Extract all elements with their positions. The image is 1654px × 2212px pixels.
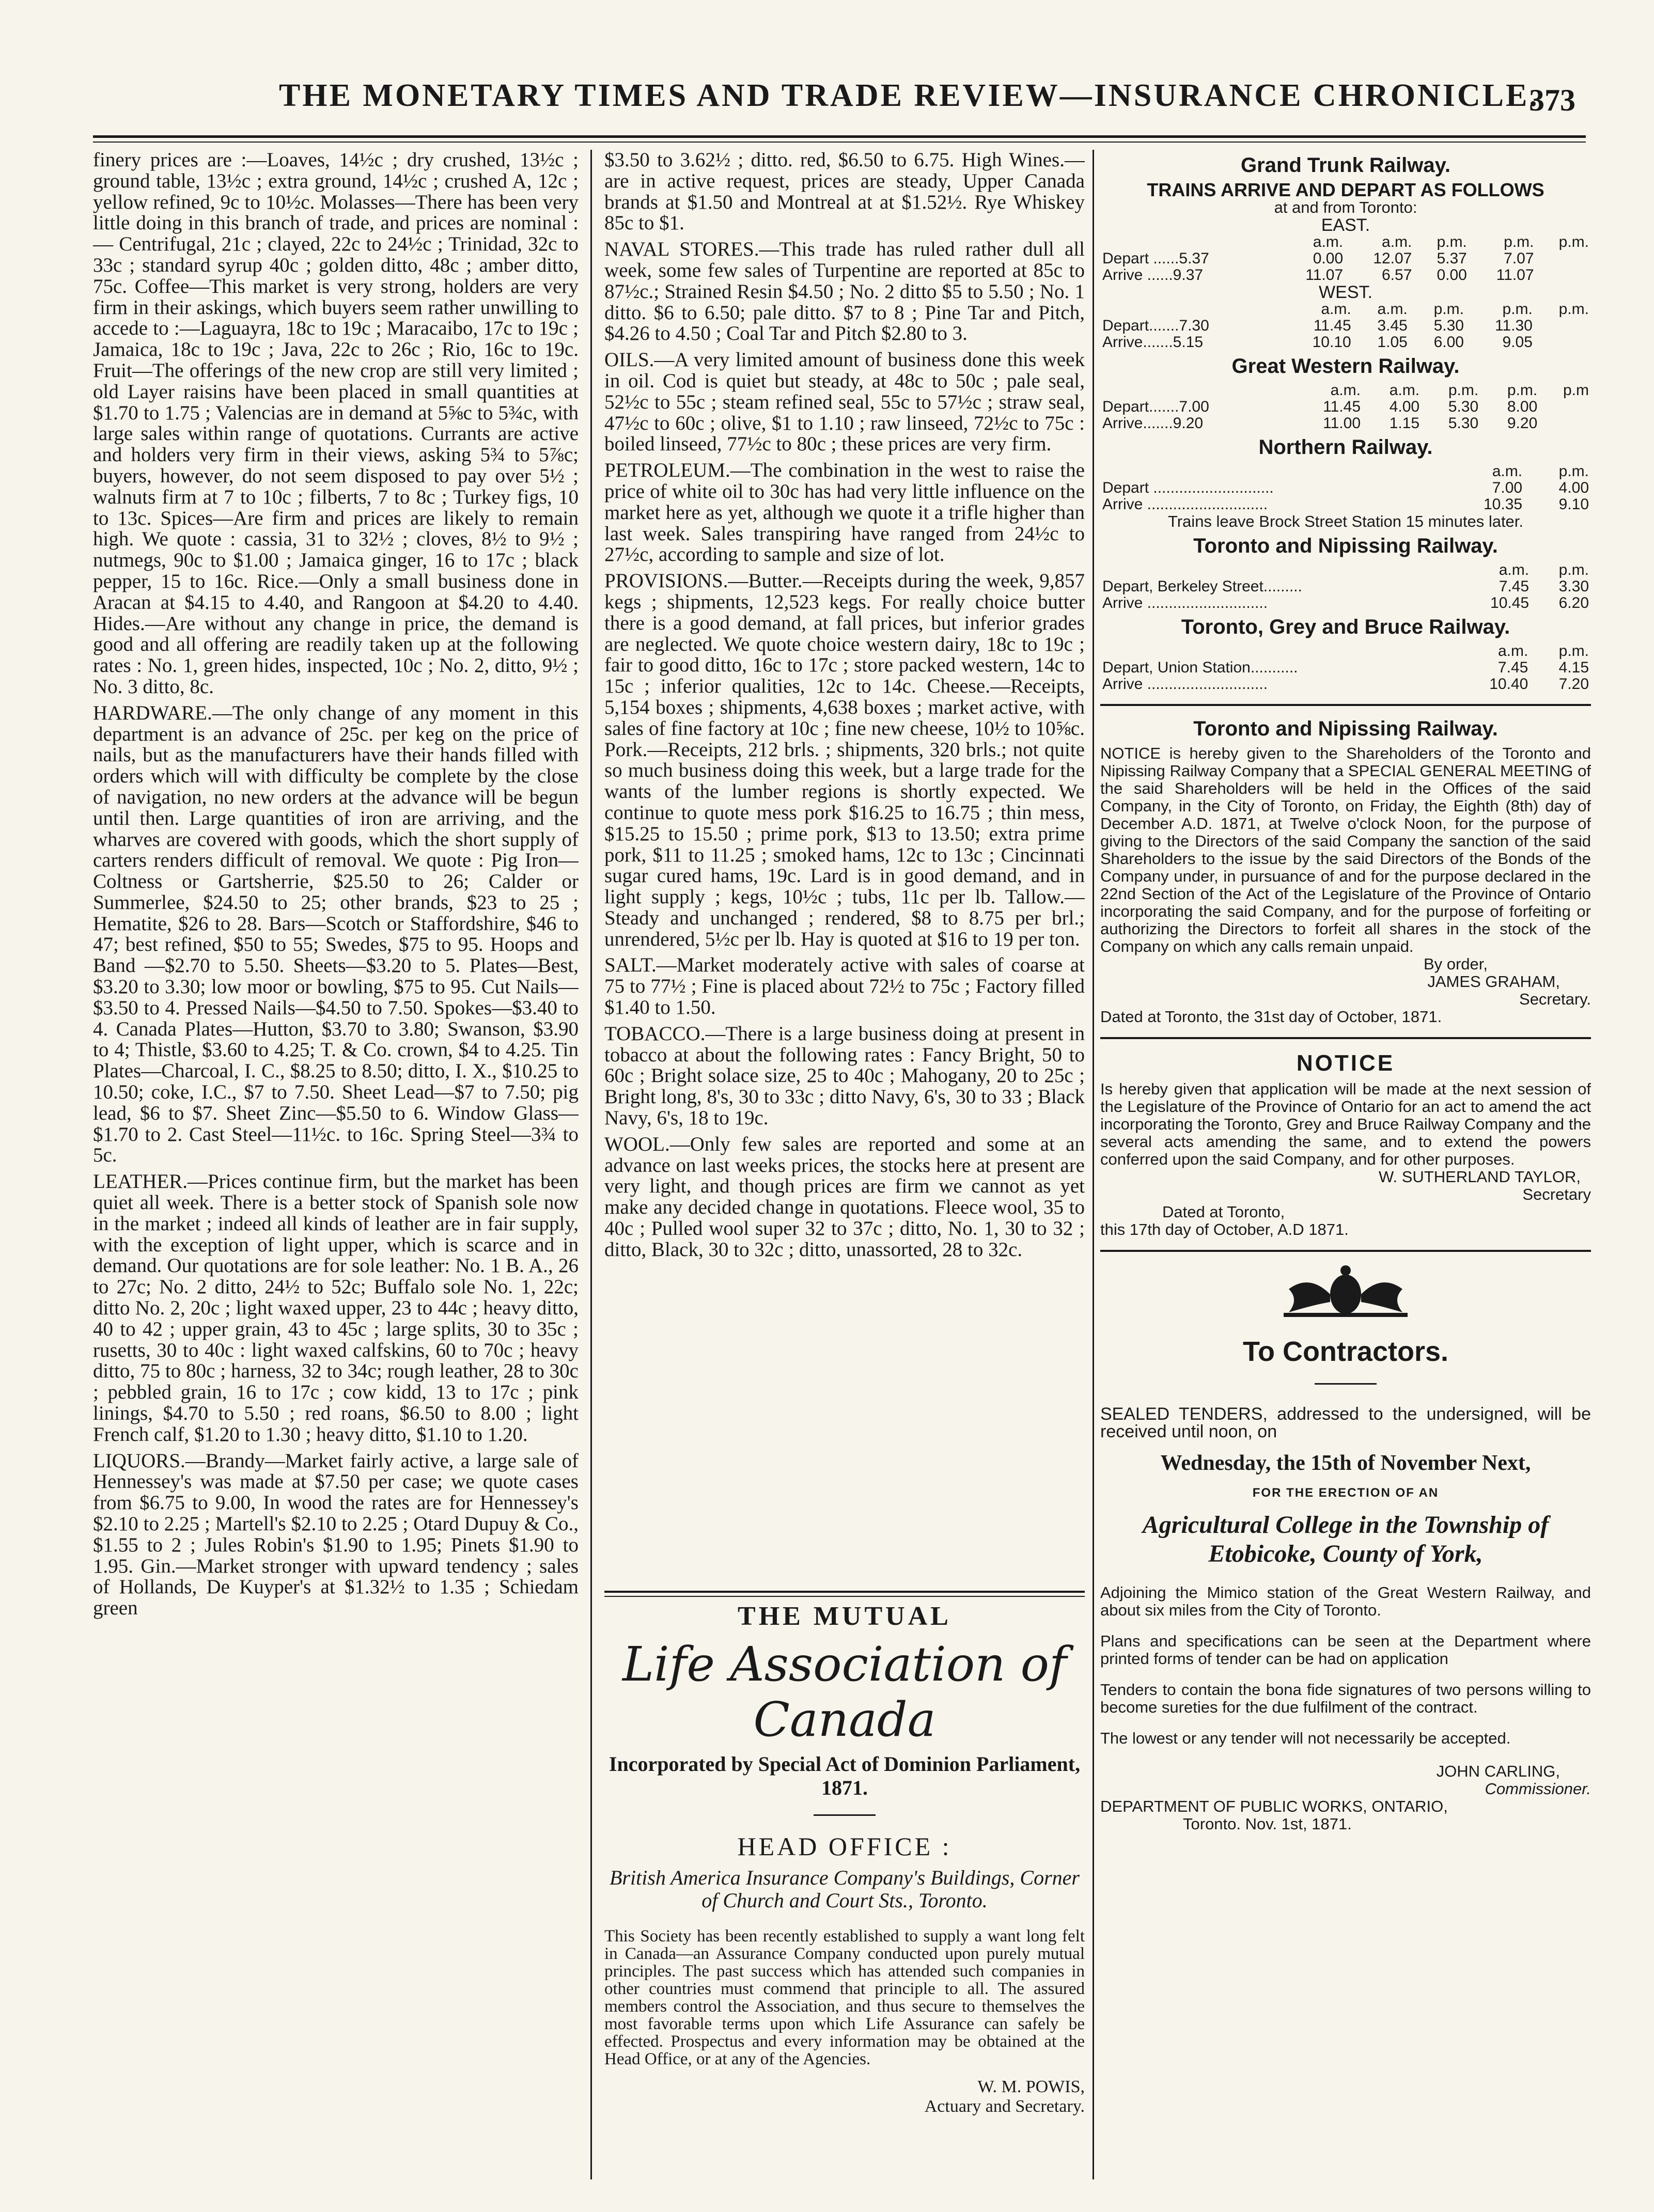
- contractors-p3: Tenders to contain the bona fide signatures of two persons willing to become sureties for the due fulfilment of the contract.: [1100, 1681, 1591, 1716]
- advert-rule-top-thin: [604, 1596, 1085, 1597]
- nipissing-timetable: [1100, 562, 1591, 611]
- east-label: EAST.: [1321, 215, 1370, 235]
- timetable-cell: 9.05: [1502, 334, 1533, 351]
- timetable-cell: Depart.......7.30: [1102, 317, 1209, 334]
- contractors-signer-title: Commissioner.: [1485, 1780, 1591, 1798]
- contractors-p2: Plans and specifications can be seen at the Department where printed forms of tender can be had on application: [1100, 1632, 1591, 1668]
- timetable-cell: [1100, 463, 1441, 480]
- timetable-row: [1100, 496, 1591, 513]
- timetable-head-row: [1100, 234, 1591, 250]
- timetable-cell: 10.45: [1490, 594, 1530, 611]
- timetable-row: [1100, 334, 1591, 351]
- west-label: WEST.: [1319, 283, 1372, 302]
- advert-body: This Society has been recently established to supply a want long felt in Canada—an Assurance Company conducted upon purely mutual principles. The past success which has attended such companies in other countries must commend that principle to all. The assured members control the Association, and thus secure to themselves the most favorable terms upon which Life Assurance can safely be effected. Prospectus and every information may be obtained at the Head Office, or at any of the Agencies.: [604, 1927, 1085, 2068]
- timetable-cell: Depart ............................: [1102, 479, 1274, 496]
- timetable-cell: Arrive ............................: [1102, 594, 1268, 611]
- timetable-row: [1100, 660, 1591, 676]
- timetable-cell: 12.07: [1373, 250, 1412, 267]
- timetable-cell: p.m.: [1507, 382, 1538, 399]
- west-timetable: [1100, 301, 1591, 351]
- nipissing-notice-body: NOTICE is hereby given to the Shareholders of the Toronto and Nipissing Railway Company that a SPECIAL GENERAL MEETING of the said Shareholders will be held in the Offices of the said Company, in the City of Toronto, on Friday, the Eighth (8th) day of December A.D. 1871, at Twelve o'clock Noon, for the purpose of giving to the Directors of the said Company the sanction of the said Shareholders to the issue by the said Directors of the Bonds of the Company under, in pursuance of and for the purpose declared in the 22nd Section of the Act of the Legislature of the Province of Ontario incorporating the said Company, and for the purpose of forfeiting or authorizing the Directors to forfeit all shares in the stock of the Company on which any calls remain unpaid.: [1100, 744, 1591, 955]
- advert-signer: W. M. POWIS,: [977, 2077, 1085, 2096]
- hardware-paragraph: HARDWARE.—The only change of any moment in this department is an advance of 25c. per keg on the price of nails, but as the manufacturers have their hands filled with orders which will with difficulty be complete by the close of navigation, no new orders at the advance will be begun until then. Large quantities of iron are arriving, and the wharves are covered with goods, which the short supply of carters renders difficult of removal. We quote : Pig Iron—Coltness or Gartsherrie, $25.50 to 26; Calder or Summerlee, $24.50 to 25; other brands, $23 to 25 ; Hematite, $26 to 28. Bars—Scotch or Staffordshire, $46 to 47; best refined, $50 to 55; Swedes, $75 to 95. Hoops and Band —$2.70 to 5.50. Sheets—$3.20 to 5. Plates—Best, $3.20 to 3.30; low moor or bowling, $75 to 95. Cut Nails—$3.50 to 4. Pressed Nails—$4.50 to 7.50. Spokes—$3.40 to 4. Canada Plates—Hutton, $3.70 to 3.80; Swanson, $3.90 to 4; Thistle, $3.60 to 4.25; T. & Co. crown, $4 to 4.25. Tin Plates—Charcoal, I. C., $8.25 to 8.50; ditto, I. X., $10.25 to 10.50; coke, I.C., $7 to 7.50. Sheet Lead—$7 to 7.50; pig lead, $6 to $7. Sheet Zinc—$5.50 to 6. Window Glass—$1.70 to 2. Cast Steel—11½c. to 16c. Spring Steel—3¾ to 5c.: [93, 701, 579, 1167]
- timetable-cell: a.m.: [1321, 301, 1351, 318]
- naval-stores-paragraph: NAVAL STORES.—This trade has ruled rather dull all week, some few sales of Turpentine are reported at 85c to 87½c.; Strained Resin $4.50 ; No. 2 ditto $5 to 5.50 ; No. 1 ditto. $6 to 6.50; pale ditto. $7 to 8 ; Pine Tar and Pitch, $4.26 to 4.50 ; Coal Tar and Pitch $2.80 to 3.: [604, 238, 1085, 345]
- timetable-cell: 9.10: [1558, 496, 1589, 513]
- timetable-row: [1100, 676, 1591, 693]
- timetable-row: [1100, 267, 1591, 284]
- timetable-cell: 5.30: [1433, 317, 1464, 334]
- timetable-cell: p.m: [1563, 382, 1589, 399]
- publication-title: THE MONETARY TIMES AND TRADE REVIEW—INSURANCE CHRONICLE.: [279, 78, 1539, 113]
- northern-timetable: [1100, 463, 1591, 513]
- timetable-cell: p.m.: [1558, 463, 1589, 480]
- page-number: 373: [1529, 83, 1575, 117]
- timetable-head-row: [1100, 382, 1591, 399]
- timetable-row: [1100, 578, 1591, 595]
- timetable-cell: [1100, 234, 1278, 250]
- timetable-cell: 10.35: [1483, 496, 1523, 513]
- timetable-cell: 4.15: [1558, 659, 1589, 676]
- rail-subtitle: TRAINS ARRIVE AND DEPART AS FOLLOWS: [1147, 179, 1544, 200]
- notice-dated-1: Dated at Toronto,: [1162, 1203, 1285, 1221]
- tobacco-paragraph: TOBACCO.—There is a large business doing at present in tobacco at about the following rates : Fancy Bright, 50 to 60c ; Bright solace size, 25 to 40c ; Mahogany, 20 to 25c ; Bright long, 8's, 30 to 33c ; ditto Navy, 6's, 30 to 33 ; Black Navy, 6's, 18 to 19c.: [604, 1022, 1085, 1129]
- liquors-paragraph: LIQUORS.—Brandy—Market fairly active, a large sale of Hennessey's was made at $7.50 per case; we quote cases from $6.75 to 9.00, In wood the rates are for Hennessey's $2.10 to 2.25 ; Martell's $2.10 to 2.25 ; Otard Dupuy & Co., $1.55 to 2 ; Jules Robin's $1.90 to 1.95; Pinets $1.90 to 1.95. Gin.—Market stronger with upward tendency ; sales of Hollands, De Kuyper's at $1.32½ to 1.35 ; Schiedam green: [93, 1449, 579, 1620]
- great-western-timetable: [1100, 382, 1591, 432]
- contractors-dept: DEPARTMENT OF PUBLIC WORKS, ONTARIO,: [1100, 1797, 1448, 1815]
- timetable-cell: 3.45: [1377, 317, 1408, 334]
- timetable-cell: 6.20: [1558, 594, 1589, 611]
- timetable-cell: 7.07: [1504, 250, 1534, 267]
- timetable-cell: Arrive.......9.20: [1102, 415, 1204, 432]
- east-timetable: [1100, 234, 1591, 284]
- timetable-cell: 11.07: [1496, 266, 1534, 284]
- timetable-cell: 10.10: [1312, 334, 1351, 351]
- timetable-cell: 0.00: [1437, 266, 1467, 284]
- timetable-cell: 3.30: [1558, 578, 1589, 595]
- timetable-cell: 7.45: [1497, 659, 1528, 676]
- nipissing-by-order: By order,: [1423, 955, 1488, 973]
- contractors-date: Wednesday, the 15th of November Next,: [1160, 1451, 1531, 1475]
- timetable-cell: 4.00: [1389, 398, 1420, 415]
- timetable-cell: 5.37: [1437, 250, 1467, 267]
- timetable-row: [1100, 318, 1591, 334]
- advert-head-office: HEAD OFFICE :: [737, 1832, 952, 1861]
- advert-divider: [814, 1814, 876, 1816]
- contractors-dept-date: Toronto. Nov. 1st, 1871.: [1183, 1815, 1352, 1833]
- advert-rule-top: [604, 1591, 1085, 1593]
- timetable-cell: 11.45: [1323, 398, 1361, 415]
- timetable-row: [1100, 595, 1591, 611]
- timetable-cell: p.m.: [1433, 301, 1464, 318]
- timetable-cell: 4.00: [1558, 479, 1589, 496]
- grand-trunk-title: Grand Trunk Railway.: [1240, 154, 1451, 177]
- timetable-head-row: [1100, 643, 1591, 660]
- advert-script-title: Life Association of Canada: [622, 1637, 1067, 1747]
- timetable-cell: 0.00: [1313, 250, 1344, 267]
- column-divider-1: [590, 150, 592, 2179]
- nipissing-signer: JAMES GRAHAM,: [1427, 972, 1560, 991]
- timetable-cell: 11.30: [1495, 317, 1533, 334]
- rail-subtitle-2: at and from Toronto:: [1274, 198, 1417, 216]
- timetable-head-row: [1100, 562, 1591, 578]
- timetable-cell: p.m.: [1502, 301, 1533, 318]
- contractors-p4: The lowest or any tender will not necessarily be accepted.: [1100, 1729, 1511, 1747]
- advert-heading: THE MUTUAL: [738, 1602, 951, 1631]
- contractors-p1: Adjoining the Mimico station of the Great Western Railway, and about six miles from the City of Toronto.: [1100, 1583, 1591, 1619]
- timetable-cell: 10.40: [1489, 676, 1528, 693]
- oils-paragraph: OILS.—A very limited amount of business done this week in oil. Cod is quiet but steady, at 48c to 50c ; pale seal, 52½c to 55c ; steam refined seal, 55c to 57½c ; straw seal, 47½c to 60c ; olive, $1 to 1.10 ; raw linseed, 72½c to 75c : boiled linseed, 77½c to 80c ; these prices are very firm.: [604, 349, 1085, 456]
- timetable-cell: 7.20: [1558, 676, 1589, 693]
- timetable-row: [1100, 250, 1591, 267]
- timetable-cell: 5.30: [1448, 415, 1479, 432]
- section-separator: [1100, 704, 1591, 706]
- petroleum-paragraph: PETROLEUM.—The combination in the west to raise the price of white oil to 30c has had very little influence on the market here as yet, although we quote it a trifle higher than last week. Sales transpiring have ranged from 24½c to 27½c, according to sample and size of lot.: [604, 459, 1085, 566]
- timetable-cell: [1100, 382, 1291, 399]
- timetable-cell: Arrive ............................: [1102, 496, 1268, 513]
- timetable-cell: Arrive.......5.15: [1102, 334, 1204, 351]
- nipissing-rail-title: Toronto and Nipissing Railway.: [1193, 535, 1498, 557]
- notice-signer: W. SUTHERLAND TAYLOR,: [1378, 1168, 1581, 1186]
- great-western-title: Great Western Railway.: [1231, 355, 1460, 378]
- contractors-title: To Contractors.: [1242, 1336, 1448, 1367]
- timetable-cell: a.m.: [1497, 642, 1528, 660]
- contractors-for-line: FOR THE ERECTION OF AN: [1252, 1486, 1439, 1500]
- timetable-head-row: [1100, 463, 1591, 480]
- timetable-cell: a.m.: [1377, 301, 1408, 318]
- contractors-sealed: SEALED TENDERS, addressed to the undersigned, will be received until noon, on: [1100, 1404, 1591, 1441]
- timetable-cell: p.m.: [1558, 233, 1589, 250]
- timetable-cell: [1100, 562, 1456, 578]
- timetable-cell: a.m.: [1382, 233, 1412, 250]
- timetable-cell: p.m.: [1437, 233, 1467, 250]
- contractors-divider: [1315, 1383, 1377, 1385]
- timetable-row: [1100, 415, 1591, 432]
- section-separator-3: [1100, 1250, 1591, 1252]
- timetable-cell: p.m.: [1448, 382, 1479, 399]
- market-report-column-2: [604, 150, 1085, 1632]
- timetable-cell: p.m.: [1504, 233, 1534, 250]
- advert-address: British America Insurance Company's Buildings, Corner of Church and Court Sts., Toronto.: [610, 1866, 1080, 1912]
- timetable-cell: a.m.: [1330, 382, 1361, 399]
- timetable-cell: 7.45: [1499, 578, 1530, 595]
- timetable-cell: 11.00: [1323, 415, 1361, 432]
- timetable-cell: Arrive ............................: [1102, 676, 1268, 693]
- contractors-signer: JOHN CARLING,: [1436, 1762, 1560, 1780]
- grey-bruce-timetable: [1100, 643, 1591, 693]
- mutual-life-advert: [604, 1601, 1085, 2169]
- timetable-cell: Depart, Berkeley Street.........: [1102, 578, 1302, 595]
- column-divider-2: [1093, 150, 1094, 2179]
- timetable-row: [1100, 399, 1591, 415]
- timetable-cell: 9.20: [1507, 415, 1538, 432]
- timetable-cell: 6.00: [1433, 334, 1464, 351]
- timetable-cell: a.m.: [1313, 233, 1344, 250]
- timetable-cell: p.m.: [1558, 642, 1589, 660]
- advert-signer-title: Actuary and Secretary.: [924, 2097, 1085, 2116]
- market-report-column-1: [93, 150, 579, 2185]
- salt-paragraph: SALT.—Market moderately active with sales of coarse at 75 to 77½ ; Fine is placed about 72½ to 75c ; Factory filled $1.40 to 1.50.: [604, 954, 1085, 1019]
- timetable-cell: 1.05: [1377, 334, 1408, 351]
- notices-column: [1100, 150, 1591, 2179]
- timetable-cell: 6.57: [1381, 266, 1412, 284]
- timetable-cell: 1.15: [1389, 415, 1420, 432]
- timetable-head-row: [1100, 301, 1591, 318]
- timetable-cell: 7.00: [1492, 479, 1523, 496]
- notice-title: NOTICE: [1296, 1050, 1395, 1076]
- timetable-cell: Depart ......5.37: [1102, 250, 1209, 267]
- timetable-cell: [1100, 643, 1454, 660]
- timetable-row: [1100, 480, 1591, 496]
- notice-body: Is hereby given that application will be made at the next session of the Legislature of the Province of Ontario for an act to amend the act incorporating the Toronto, Grey and Bruce Railway Company and the several acts amending the same, and to extend the powers conferred upon the said Company, and for other purposes.: [1100, 1080, 1591, 1168]
- timetable-cell: 11.45: [1313, 317, 1351, 334]
- wool-paragraph: WOOL.—Only few sales are reported and some at an advance on last weeks prices, the stocks here at present are very light, and though prices are firm we cannot as yet make any decided change in quotations. Fleece wool, 35 to 40c ; Pulled wool super 32 to 37c ; ditto, No. 1, 30 to 32 ; ditto, Black, 30 to 32c ; ditto, unassorted, 28 to 32c.: [604, 1133, 1085, 1261]
- contractors-college: Agricultural College in the Township of Etobicoke, County of York,: [1142, 1511, 1549, 1567]
- header-rule-thin: [93, 142, 1586, 143]
- nipissing-dated: Dated at Toronto, the 31st day of October, 1871.: [1100, 1008, 1442, 1026]
- page-header: [83, 67, 1591, 119]
- timetable-cell: Depart.......7.00: [1102, 398, 1209, 415]
- provisions-paragraph: PROVISIONS.—Butter.—Receipts during the week, 9,857 kegs ; shipments, 12,523 kegs. For really choice butter there is a good demand, at fall prices, but inferior grades are neglected. We quote choice western dairy, 18c to 19c ; fair to good ditto, 16c to 17c ; store packed western, 14c to 15c ; inferior qualities, 12c to 14c. Cheese.—Receipts, 5,154 boxes ; shipments, 4,638 boxes ; market active, with sales of fine factory at 10c ; fine new cheese, 10½ to 10⅝c. Pork.—Receipts, 212 brls. ; shipments, 320 brls.; not quite so much business doing this week, but a large trade for the wants of the lumber regions is shortly expected. We continue to quote mess pork $16.25 to 16.75 ; thin mess, $15.25 to 15.50 ; prime pork, $13 to 13.50; extra prime pork, $11 to 11.25 ; smoked hams, 12c to 13c ; Cincinnati sugar cured hams, 19c. Lard is in good demand, and in light supply ; kegs, 10½c ; tubs, 11c per lb. Tallow.—Steady and unchanged ; rendered, $8 to 8.75 per brl.; unrendered, 5½c per lb. Hay is quoted at $16 to 19 per ton.: [604, 570, 1085, 950]
- timetable-cell: p.m.: [1558, 561, 1589, 578]
- timetable-cell: a.m.: [1499, 561, 1530, 578]
- timetable-cell: 11.07: [1305, 266, 1344, 284]
- timetable-cell: p.m.: [1558, 301, 1589, 318]
- advert-incorporation: Incorporated by Special Act of Dominion Parliament, 1871.: [608, 1752, 1081, 1799]
- notice-signer-title: Secretary: [1522, 1185, 1591, 1203]
- timetable-cell: Depart, Union Station...........: [1102, 659, 1298, 676]
- groceries-paragraph: finery prices are :—Loaves, 14½c ; dry crushed, 13½c ; ground table, 13½c ; extra ground, 14½c ; crushed A, 12c ; yellow refined, 9c to 10½c. Molasses—There has been very little doing in this branch of trade, and prices are nominal :— Centrifugal, 21c ; clayed, 22c to 24½c ; Trinidad, 32c to 33c ; standard syrup 40c ; golden ditto, 48c ; amber ditto, 75c. Coffee—This market is very strong, holders are very firm in their askings, which buyers seem rather unwilling to accede to :—Laguayra, 18c to 19c ; Maracaibo, 17c to 19c ; Jamaica, 18c to 19c ; Java, 22c to 26c ; Rio, 16c to 19c. Fruit—The offerings of the new crop are still very limited ; old Layer raisins have been placed in small quantities at $1.70 to 1.75 ; Valencias are in demand at 5⅝c to 5¾c, with large sales within range of quotations. Currants are active and holders very firm in their views, asking 5¾ to 5⅞c; buyers, however, do not seem disposed to pay over 5½ ; walnuts firm at 7 to 10c ; filberts, 7 to 8c ; Turkey figs, 10 to 13c. Spices—Are firm and prices are likely to remain high. We quote : cassia, 31 to 32½ ; cloves, 8½ to 9½ ; nutmegs, 90c to $1.00 ; Jamaica ginger, 16 to 17c ; black pepper, 15 to 16c. Rice.—Only a small business done in Aracan at $4.15 to 4.40, and Rangoon at $4.20 to 4.40. Hides.—Are without any change in price, the demand is good and all offering are readily taken up at the following rates : No. 1, green hides, inspected, 10c ; No. 2, ditto, 9½ ; No. 3 ditto, 8c.: [93, 150, 579, 698]
- notice-dated-2: this 17th day of October, A.D 1871.: [1100, 1220, 1349, 1238]
- leather-paragraph: LEATHER.—Prices continue firm, but the market has been quiet all week. There is a better stock of Spanish sole now in the market ; indeed all kinds of leather are in fair supply, with the exception of light upper, which is scarce and in demand. Our quotations are for sole leather: No. 1 B. A., 26 to 27c; No. 2 ditto, 24½ to 52c; Buffalo sole No. 1, 22c; ditto No. 2, 20c ; light waxed upper, 23 to 44c ; heavy ditto, 40 to 42 ; upper grain, 43 to 45c ; large splits, 30 to 35c ; rusetts, 30 to 40c : light waxed calfskins, 60 to 70c ; heavy ditto, 75 to 80c ; harness, 32 to 34c; rough leather, 28 to 30c ; pebbled grain, 16 to 17c ; cow kidd, 13 to 17c ; pink linings, $4.70 to 5.50 ; red roans, $6.50 to 8.00 ; light French calf, $1.20 to 1.30 ; heavy ditto, $1.10 to 1.20.: [93, 1170, 579, 1446]
- timetable-cell: 5.30: [1448, 398, 1479, 415]
- timetable-cell: 8.00: [1507, 398, 1538, 415]
- nipissing-signer-title: Secretary.: [1519, 990, 1591, 1008]
- timetable-cell: [1100, 301, 1283, 318]
- northern-note: Trains leave Brock Street Station 15 minutes later.: [1167, 512, 1524, 530]
- timetable-cell: Arrive ......9.37: [1102, 266, 1204, 284]
- liquors-continued-paragraph: $3.50 to 3.62½ ; ditto. red, $6.50 to 6.75. High Wines.—are in active request, prices are steady, Upper Canada brands at $1.50 and Montreal at at $1.52½. Rye Whiskey 85c to $1.: [604, 150, 1085, 234]
- timetable-cell: a.m.: [1389, 382, 1420, 399]
- royal-arms-emblem: [1268, 1263, 1423, 1320]
- section-separator-2: [1100, 1037, 1591, 1039]
- header-rule: [93, 135, 1586, 138]
- northern-title: Northern Railway.: [1258, 436, 1433, 459]
- grey-bruce-title: Toronto, Grey and Bruce Railway.: [1181, 616, 1510, 638]
- nipissing-notice-title: Toronto and Nipissing Railway.: [1193, 717, 1498, 740]
- timetable-cell: a.m.: [1492, 463, 1523, 480]
